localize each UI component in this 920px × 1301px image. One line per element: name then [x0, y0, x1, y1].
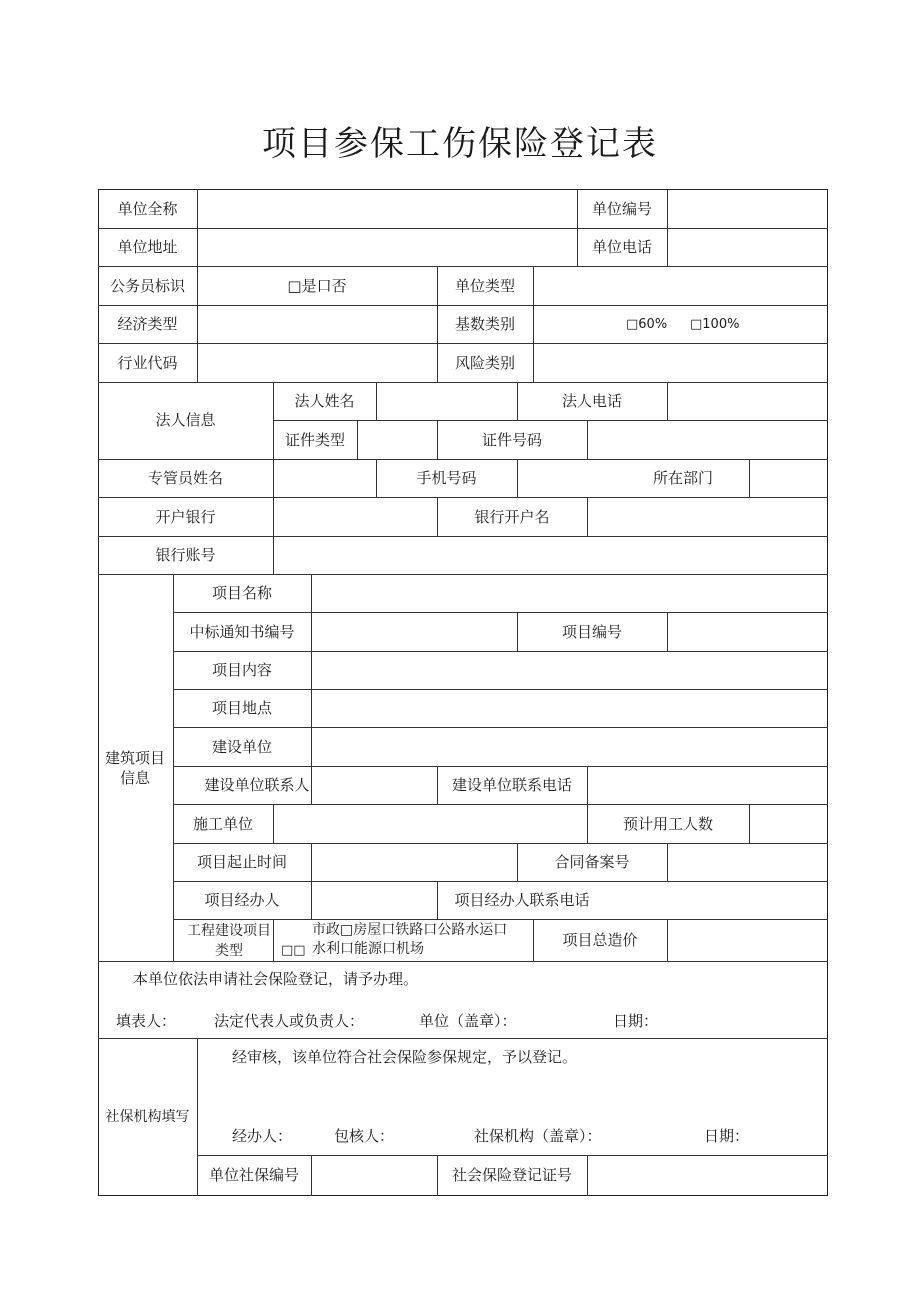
- label-economic-type: 经济类型: [117, 315, 178, 333]
- row-divider: [98, 1038, 828, 1039]
- ss-agency-seal: 社保机构（盖章）：: [474, 1127, 602, 1145]
- col-divider: [357, 420, 358, 459]
- page-title: 项目参保工伤保险登记表: [262, 124, 658, 164]
- label-manager-name: 专管员姓名: [147, 469, 223, 487]
- label-construction-unit: 建设单位: [211, 738, 272, 756]
- declaration-date: 日期：: [613, 1012, 659, 1030]
- col-divider: [587, 420, 588, 459]
- label-unit-phone: 单位电话: [591, 238, 652, 256]
- label-unit-ss-no: 单位社保编号: [208, 1166, 299, 1184]
- label-project-category: 工程建设项目类型: [187, 923, 271, 959]
- label-unit-address: 单位地址: [117, 238, 178, 256]
- row-divider: [173, 689, 828, 690]
- label-legal-info: 法人信息: [155, 411, 216, 429]
- label-unit-type: 单位类型: [454, 277, 515, 295]
- label-project-handler: 项目经办人: [204, 891, 280, 909]
- col-divider: [311, 843, 312, 919]
- row-divider: [173, 804, 828, 805]
- col-divider: [667, 843, 668, 881]
- label-bank-account-no: 银行账号: [155, 546, 216, 564]
- row-divider: [197, 1155, 828, 1156]
- col-divider: [587, 766, 588, 804]
- col-divider: [533, 266, 534, 382]
- label-project-no: 项目编号: [561, 623, 622, 641]
- row-divider: [98, 228, 828, 229]
- label-id-type: 证件类型: [284, 431, 345, 449]
- col-divider: [667, 382, 668, 420]
- ss-date: 日期：: [704, 1127, 750, 1145]
- label-expected-workers: 预计用工人数: [622, 815, 713, 833]
- label-construction-project-info: 建筑项目信息: [104, 749, 165, 787]
- label-ss-reg-cert-no: 社会保险登记证号: [451, 1166, 572, 1184]
- row-divider: [173, 651, 828, 652]
- label-id-number: 证件号码: [481, 431, 542, 449]
- label-legal-name: 法人姓名: [294, 392, 355, 410]
- label-project-name: 项目名称: [211, 584, 272, 602]
- label-construction-contact: 建设单位联系人: [204, 776, 310, 794]
- declaration-unit-seal: 单位（盖章）：: [419, 1012, 517, 1030]
- label-project-total-cost: 项目总造价: [562, 931, 638, 949]
- label-bank: 开户银行: [155, 508, 216, 526]
- col-divider: [376, 382, 377, 420]
- col-divider: [273, 919, 274, 961]
- ss-handler: 经办人：: [232, 1127, 293, 1145]
- label-risk-category: 风险类别: [454, 354, 515, 372]
- row-divider: [173, 843, 828, 844]
- label-industry-code: 行业代码: [117, 354, 178, 372]
- row-divider: [98, 497, 828, 498]
- label-social-security-section: 社保机构填写: [105, 1109, 190, 1125]
- label-legal-phone: 法人电话: [561, 392, 622, 410]
- label-project-content: 项目内容: [211, 661, 272, 679]
- declaration-legal-rep: 法定代表人或负责人：: [214, 1012, 365, 1030]
- col-divider: [667, 189, 668, 266]
- col-divider: [667, 612, 668, 651]
- row-divider: [98, 459, 828, 460]
- project-category-boxes[interactable]: □□: [281, 943, 306, 958]
- civil-servant-checkboxes[interactable]: □是口否: [287, 277, 347, 295]
- declaration-text: 本单位依法申请社会保险登记，请予办理。: [133, 970, 419, 988]
- label-civil-servant-flag: 公务员标识: [109, 277, 185, 295]
- row-divider: [173, 727, 828, 728]
- col-divider: [749, 459, 750, 497]
- base-100-checkbox[interactable]: □100%: [690, 317, 740, 332]
- row-divider: [173, 919, 828, 920]
- row-divider: [173, 881, 828, 882]
- label-base-category: 基数类别: [454, 315, 515, 333]
- label-project-handler-phone: 项目经办人联系电话: [454, 891, 590, 909]
- registration-form-table: [98, 189, 828, 1196]
- label-bank-account-name: 银行开户名: [474, 508, 550, 526]
- col-divider: [517, 459, 518, 497]
- row-divider: [173, 612, 828, 613]
- label-builder-unit: 施工单位: [192, 815, 253, 833]
- label-department: 所在部门: [652, 469, 713, 487]
- label-bid-notice-no: 中标通知书编号: [189, 623, 295, 641]
- col-divider: [311, 574, 312, 804]
- label-project-period: 项目起止时间: [196, 853, 287, 871]
- row-divider: [98, 536, 828, 537]
- col-divider: [273, 804, 274, 843]
- row-divider: [98, 574, 828, 575]
- row-divider: [98, 266, 828, 267]
- project-category-options-line2[interactable]: 水利口能源口机场: [312, 941, 424, 957]
- label-unit-number: 单位编号: [591, 200, 652, 218]
- row-divider: [98, 961, 828, 962]
- col-divider: [667, 919, 668, 961]
- col-divider: [587, 497, 588, 536]
- declaration-filler: 填表人：: [116, 1012, 177, 1030]
- label-construction-contact-phone: 建设单位联系电话: [451, 776, 572, 794]
- row-divider: [98, 382, 828, 383]
- row-divider: [98, 305, 828, 306]
- col-divider: [311, 1155, 312, 1196]
- label-unit-full-name: 单位全称: [117, 200, 178, 218]
- col-divider: [749, 804, 750, 843]
- project-category-options-line1[interactable]: 市政□房屋口铁路口公路水运口: [312, 922, 508, 938]
- base-60-checkbox[interactable]: □60%: [626, 317, 668, 332]
- ss-approval-text: 经审核，该单位符合社会保险参保规定，予以登记。: [232, 1048, 578, 1066]
- label-contract-filing-no: 合同备案号: [554, 853, 630, 871]
- row-divider: [98, 343, 828, 344]
- row-divider: [173, 766, 828, 767]
- ss-reviewer: 包核人：: [334, 1127, 395, 1145]
- label-project-location: 项目地点: [211, 699, 272, 717]
- col-divider: [587, 1155, 588, 1196]
- label-mobile: 手机号码: [416, 469, 477, 487]
